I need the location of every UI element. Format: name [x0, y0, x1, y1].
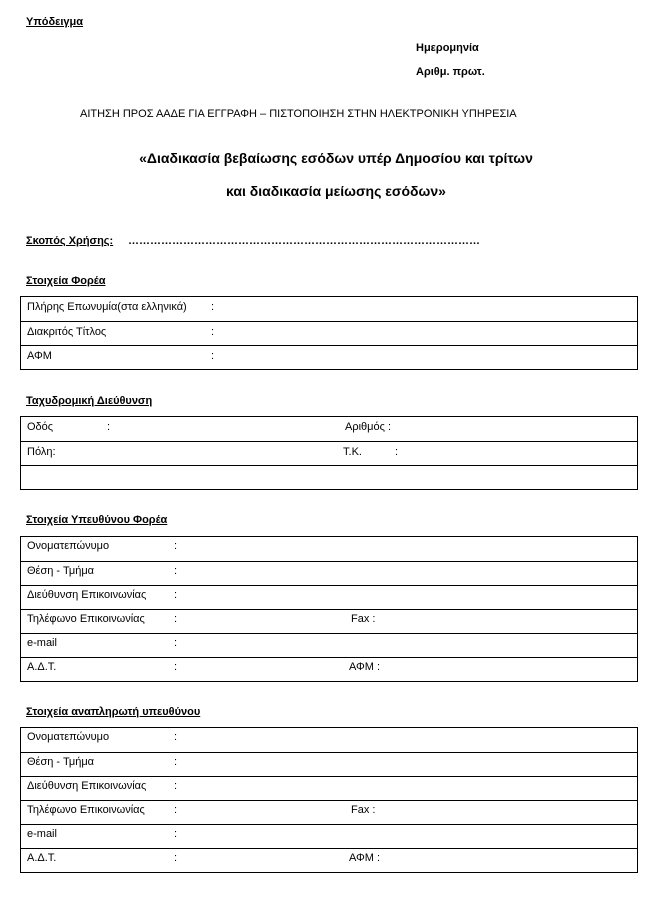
date-label: Ημερομηνία	[416, 42, 479, 54]
table-row	[21, 776, 637, 801]
table-row	[21, 633, 637, 658]
table-row	[21, 800, 637, 825]
table-row	[21, 824, 637, 849]
tax-id-label: ΑΦΜ :	[349, 661, 381, 673]
table-row	[21, 848, 637, 873]
table-row	[21, 441, 637, 466]
responsible-table	[20, 536, 638, 682]
field-colon: :	[174, 589, 178, 601]
contact-phone-label: Τηλέφωνο Επικοινωνίας	[27, 613, 145, 625]
field-colon: :	[395, 446, 399, 458]
table-row	[21, 417, 637, 441]
entity-section-heading: Στοιχεία Φορέα	[26, 275, 106, 287]
protocol-number-label: Αριθμ. πρωτ.	[416, 66, 485, 78]
distinctive-title-label: Διακριτός Τίτλος	[27, 326, 107, 338]
deputy-table	[20, 727, 638, 873]
procedure-title-line2: και διαδικασία μείωσης εσόδων»	[226, 183, 446, 199]
field-colon: :	[174, 613, 178, 625]
email-label: e-mail	[27, 828, 57, 840]
table-row	[21, 345, 637, 370]
fax-label: Fax :	[351, 804, 376, 816]
procedure-title-line1: «Διαδικασία βεβαίωσης εσόδων υπέρ Δημοσίου και τρίτων	[139, 150, 533, 166]
field-colon: :	[174, 804, 178, 816]
contact-address-label: Διεύθυνση Επικοινωνίας	[27, 780, 147, 792]
field-colon: :	[174, 756, 178, 768]
email-label: e-mail	[27, 637, 57, 649]
responsible-section-heading: Στοιχεία Υπευθύνου Φορέα	[26, 514, 168, 526]
field-colon: :	[174, 731, 178, 743]
table-row	[21, 537, 637, 561]
street-label: Οδός	[27, 421, 54, 433]
field-colon: :	[107, 421, 111, 433]
field-colon: :	[174, 637, 178, 649]
position-department-label: Θέση - Τμήμα	[27, 565, 95, 577]
tax-id-label: ΑΦΜ :	[349, 852, 381, 864]
fax-label: Fax :	[351, 613, 376, 625]
table-row	[21, 609, 637, 634]
field-colon: :	[174, 828, 178, 840]
id-card-label: Α.Δ.Τ.	[27, 852, 57, 864]
full-name-label: Πλήρης Επωνυμία(στα ελληνικά)	[27, 301, 187, 313]
postal-code-label: Τ.Κ.	[343, 446, 362, 458]
table-row	[21, 752, 637, 777]
city-label: Πόλη:	[27, 446, 56, 458]
table-row	[21, 585, 637, 610]
purpose-label: Σκοπός Χρήσης:	[26, 235, 114, 247]
entity-table	[20, 296, 638, 370]
contact-phone-label: Τηλέφωνο Επικοινωνίας	[27, 804, 145, 816]
table-row	[21, 728, 637, 752]
field-colon: :	[174, 540, 178, 552]
full-name-label: Ονοματεπώνυμο	[27, 540, 110, 552]
street-number-label: Αριθμός :	[345, 421, 392, 433]
table-row	[21, 465, 637, 490]
table-row	[21, 657, 637, 682]
table-row	[21, 561, 637, 586]
field-colon: :	[174, 661, 178, 673]
position-department-label: Θέση - Τμήμα	[27, 756, 95, 768]
purpose-dots: ……………………………………………………………………………………	[128, 235, 480, 247]
address-table	[20, 416, 638, 490]
address-section-heading: Ταχυδρομική Διεύθυνση	[26, 395, 153, 407]
field-colon: :	[211, 326, 215, 338]
table-row	[21, 297, 637, 321]
field-colon: :	[211, 301, 215, 313]
tax-id-label: ΑΦΜ	[27, 350, 52, 362]
full-name-label: Ονοματεπώνυμο	[27, 731, 110, 743]
field-colon: :	[174, 780, 178, 792]
field-colon: :	[174, 852, 178, 864]
field-colon: :	[211, 350, 215, 362]
deputy-section-heading: Στοιχεία αναπληρωτή υπευθύνου	[26, 706, 201, 718]
field-colon: :	[174, 565, 178, 577]
request-title: ΑΙΤΗΣΗ ΠΡΟΣ ΑΑΔΕ ΓΙΑ ΕΓΓΡΑΦΗ – ΠΙΣΤΟΠΟΙΗΣΗ ΣΤΗΝ ΗΛΕΚΤΡΟΝΙΚΗ ΥΠΗΡΕΣΙΑ	[80, 108, 517, 120]
table-row	[21, 321, 637, 346]
id-card-label: Α.Δ.Τ.	[27, 661, 57, 673]
contact-address-label: Διεύθυνση Επικοινωνίας	[27, 589, 147, 601]
sample-label: Υπόδειγμα	[26, 16, 84, 28]
